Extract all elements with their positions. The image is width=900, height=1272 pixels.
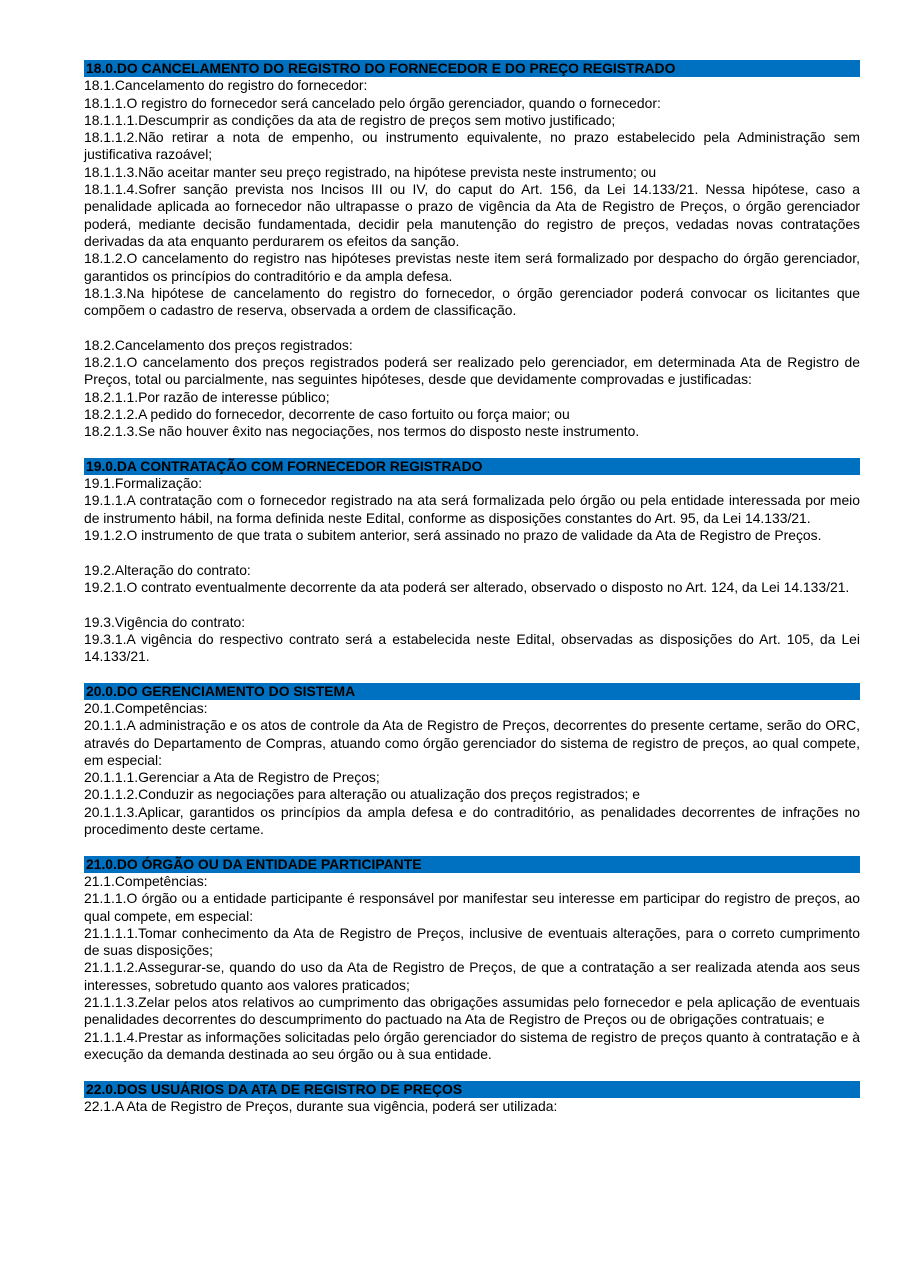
section-gap <box>84 441 860 458</box>
clause-paragraph: 21.1.Competências: <box>84 872 208 889</box>
paragraph-gap <box>84 596 860 613</box>
clause-paragraph: 19.3.Vigência do contrato: <box>84 613 246 630</box>
clause-paragraph: 19.3.1.A vigência do respectivo contrato será a estabelecida neste Edital, observadas as disposições do Art. 105, da Lei 14.133/21. <box>84 630 860 665</box>
section-heading: 19.0.DA CONTRATAÇÃO COM FORNECEDOR REGISTRADO <box>84 458 860 475</box>
paragraph-gap <box>84 319 860 336</box>
clause-paragraph: 18.1.1.3.Não aceitar manter seu preço registrado, na hipótese prevista neste instrumento; ou <box>84 163 657 180</box>
clause-paragraph: 18.1.Cancelamento do registro do fornecedor: <box>84 77 368 94</box>
clause-paragraph: 18.1.3.Na hipótese de cancelamento do registro do fornecedor, o órgão gerenciador poderá convocar os licitantes que compõem o cadastro de reserva, observada a ordem de classificação. <box>84 284 860 319</box>
clause-paragraph: 20.1.1.1.Gerenciar a Ata de Registro de Preços; <box>84 769 380 786</box>
clause-paragraph: 18.2.1.2.A pedido do fornecedor, decorrente de caso fortuito ou força maior; ou <box>84 405 570 422</box>
clause-paragraph: 19.1.2.O instrumento de que trata o subitem anterior, será assinado no prazo de validade da Ata de Registro de Preços. <box>84 527 822 544</box>
section-gap <box>84 838 860 855</box>
clause-paragraph: 19.2.1.O contrato eventualmente decorrente da ata poderá ser alterado, observado o disposto no Art. 124, da Lei 14.133/21. <box>84 578 850 595</box>
clause-paragraph: 19.2.Alteração do contrato: <box>84 561 251 578</box>
section-heading: 20.0.DO GERENCIAMENTO DO SISTEMA <box>84 683 860 700</box>
section-heading: 18.0.DO CANCELAMENTO DO REGISTRO DO FORNECEDOR E DO PREÇO REGISTRADO <box>84 60 860 77</box>
clause-paragraph: 18.1.1.1.Descumprir as condições da ata de registro de preços sem motivo justificado; <box>84 111 616 128</box>
clause-paragraph: 18.1.1.4.Sofrer sanção prevista nos Incisos III ou IV, do caput do Art. 156, da Lei 14.133/21. Nessa hipótese, caso a penalidade aplicada ao fornecedor não ultrapasse o prazo de vigência da Ata de Registro de Preços, o órgão gerenciador poderá, mediante decisão fundamentada, decidir pela manutenção do registro de preços, vedadas novas contratações derivadas da ata enquanto perdurarem os efeitos da sanção. <box>84 181 860 249</box>
section-gap <box>84 665 860 682</box>
section <box>84 60 860 441</box>
clause-paragraph: 18.2.Cancelamento dos preços registrados: <box>84 336 353 353</box>
paragraph-gap <box>84 544 860 561</box>
clause-paragraph: 18.2.1.3.Se não houver êxito nas negociações, nos termos do disposto neste instrumento. <box>84 423 640 440</box>
clause-paragraph: 18.1.1.O registro do fornecedor será cancelado pelo órgão gerenciador, quando o fornecedor: <box>84 94 661 111</box>
clause-paragraph: 20.1.1.3.Aplicar, garantidos os princípios da ampla defesa e do contraditório, as penalidades decorrentes de infrações no procedimento deste certame. <box>84 803 860 838</box>
clause-paragraph: 21.1.1.O órgão ou a entidade participante é responsável por manifestar seu interesse em participar do registro de preços, ao qual compete, em especial: <box>84 890 860 924</box>
section <box>84 458 860 666</box>
clause-paragraph: 18.1.2.O cancelamento do registro nas hipóteses previstas neste item será formalizado por despacho do órgão gerenciador, garantidos os princípios do contraditório e da ampla defesa. <box>84 250 860 284</box>
clause-paragraph: 18.2.1.O cancelamento dos preços registrados poderá ser realizado pelo gerenciador, em determinada Ata de Registro de Preços, total ou parcialmente, nas seguintes hipóteses, desde que devidamente comprovadas e justificadas: <box>84 354 860 388</box>
clause-paragraph: 22.1.A Ata de Registro de Preços, durante sua vigência, poderá ser utilizada: <box>84 1097 558 1114</box>
section-heading: 21.0.DO ÓRGÃO OU DA ENTIDADE PARTICIPANTE <box>84 856 860 873</box>
clause-paragraph: 19.1.Formalização: <box>84 475 203 492</box>
clause-paragraph: 20.1.Competências: <box>84 699 208 716</box>
clause-paragraph: 21.1.1.2.Assegurar-se, quando do uso da Ata de Registro de Preços, de que a contratação a ser realizada atenda aos seus interesses, sobretudo quanto aos valores praticados; <box>84 959 860 993</box>
clause-paragraph: 21.1.1.1.Tomar conhecimento da Ata de Registro de Preços, inclusive de eventuais alterações, para o correto cumprimento de suas disposições; <box>84 924 860 959</box>
section <box>84 1081 860 1116</box>
clause-paragraph: 18.2.1.1.Por razão de interesse público; <box>84 388 330 405</box>
document-page <box>84 60 860 1115</box>
section <box>84 856 860 1064</box>
section-gap <box>84 1063 860 1080</box>
clause-paragraph: 18.1.1.2.Não retirar a nota de empenho, ou instrumento equivalente, no prazo estabelecido pela Administração sem justificativa razoável; <box>84 129 860 163</box>
clause-paragraph: 19.1.1.A contratação com o fornecedor registrado na ata será formalizada pelo órgão ou pela entidade interessada por meio de instrumento hábil, na forma definida neste Edital, conforme as disposições constantes do Art. 95, da Lei 14.133/21. <box>84 492 860 526</box>
clause-paragraph: 20.1.1.A administração e os atos de controle da Ata de Registro de Preços, decorrentes do presente certame, serão do ORC, através do Departamento de Compras, atuando como órgão gerenciador do sistema de registro de preços, ao qual compete, em especial: <box>84 717 860 768</box>
clause-paragraph: 20.1.1.2.Conduzir as negociações para alteração ou atualização dos preços registrados; e <box>84 786 640 803</box>
clause-paragraph: 21.1.1.3.Zelar pelos atos relativos ao cumprimento das obrigações assumidas pelo fornecedor e pela aplicação de eventuais penalidades decorrentes do descumprimento do pactuado na Ata de Registro de Preços ou de obrigações contratuais; e <box>84 994 860 1028</box>
section <box>84 683 860 839</box>
clause-paragraph: 21.1.1.4.Prestar as informações solicitadas pelo órgão gerenciador do sistema de registro de preços quanto à contratação e à execução da demanda destinada ao seu órgão ou à sua entidade. <box>84 1028 860 1062</box>
section-heading: 22.0.DOS USUÁRIOS DA ATA DE REGISTRO DE PREÇOS <box>84 1081 860 1098</box>
